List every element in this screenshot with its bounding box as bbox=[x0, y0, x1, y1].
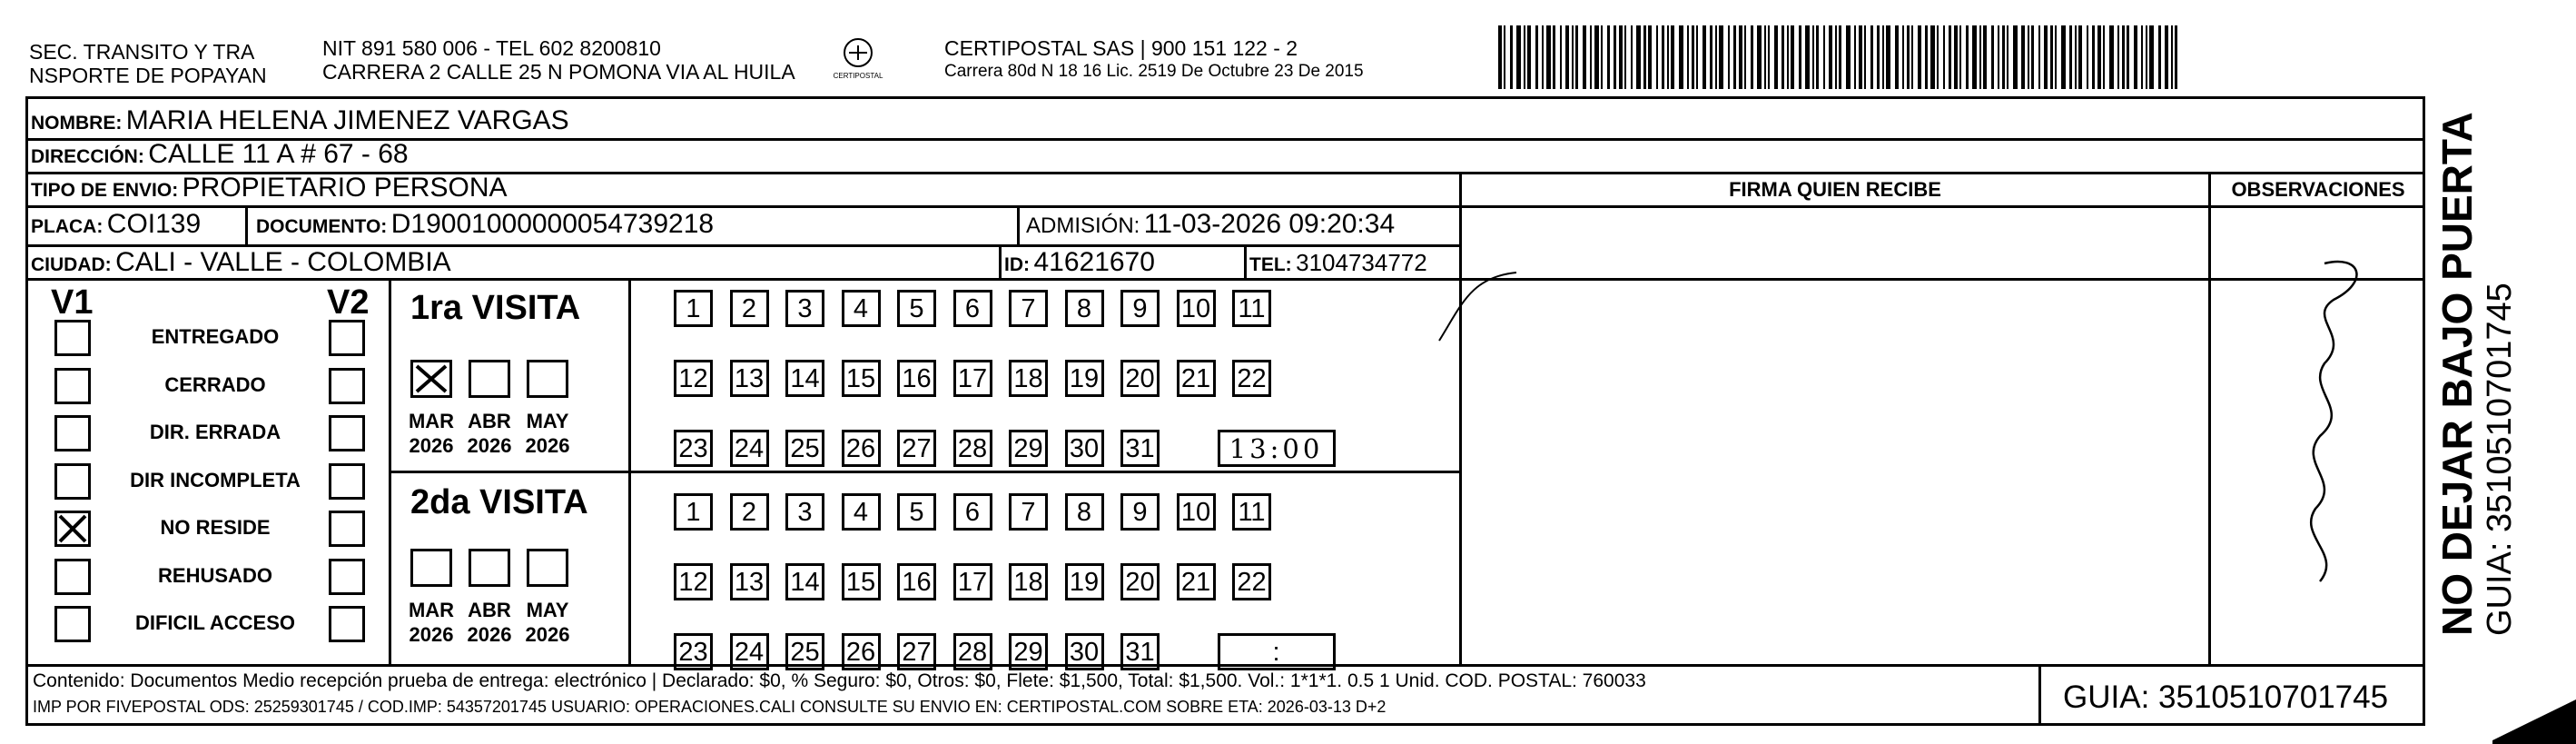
day-box[interactable]: 20 bbox=[1120, 563, 1160, 600]
v1-checkbox[interactable] bbox=[54, 415, 91, 451]
v2-checkbox[interactable] bbox=[329, 368, 365, 404]
day-box[interactable]: 2 bbox=[730, 290, 769, 327]
tipo-envio-field bbox=[31, 173, 508, 203]
nombre-field bbox=[31, 105, 569, 136]
ciudad-label: CIUDAD: bbox=[31, 254, 112, 275]
barcode-bar bbox=[1516, 25, 1521, 89]
day-box[interactable]: 1 bbox=[674, 493, 713, 531]
day-box[interactable]: 24 bbox=[730, 430, 769, 467]
barcode-bar bbox=[2031, 25, 2034, 89]
day-box[interactable]: 5 bbox=[897, 493, 936, 531]
barcode-bar bbox=[1527, 25, 1531, 89]
day-box[interactable]: 10 bbox=[1177, 290, 1216, 327]
day-box[interactable]: 18 bbox=[1009, 563, 1048, 600]
barcode-bar bbox=[1812, 25, 1814, 89]
day-box[interactable]: 11 bbox=[1232, 290, 1271, 327]
tipo-label: TIPO DE ENVIO: bbox=[31, 180, 179, 201]
barcode-bar bbox=[1979, 25, 1981, 89]
barcode-bar bbox=[1703, 25, 1706, 89]
barcode-bar bbox=[1560, 25, 1562, 89]
barcode-bar bbox=[1882, 25, 1884, 89]
barcode-bar bbox=[1710, 25, 1712, 89]
barcode-bar bbox=[1966, 25, 1969, 89]
barcode-bar bbox=[1607, 25, 1610, 89]
month-checkbox[interactable] bbox=[527, 360, 568, 398]
day-box[interactable]: 19 bbox=[1065, 360, 1104, 397]
day-box[interactable]: 17 bbox=[953, 563, 992, 600]
direccion-field bbox=[31, 139, 409, 170]
id-value: 41621670 bbox=[1033, 247, 1155, 277]
month-year: 2026 bbox=[525, 434, 570, 457]
day-box[interactable]: 10 bbox=[1177, 493, 1216, 531]
day-box[interactable]: 29 bbox=[1009, 430, 1048, 467]
barcode-bar bbox=[1895, 25, 1899, 89]
barcode-bar bbox=[1998, 25, 1999, 89]
day-box[interactable]: 31 bbox=[1120, 430, 1160, 467]
side-warning: NO DEJAR BAJO PUERTA bbox=[2433, 112, 2481, 636]
barcode-bar bbox=[2013, 25, 2018, 89]
barcode-bar bbox=[1696, 25, 1698, 89]
month-label bbox=[404, 598, 459, 647]
day-box[interactable]: 3 bbox=[785, 493, 824, 531]
barcode-bar bbox=[1799, 25, 1801, 89]
barcode-bar bbox=[1601, 25, 1603, 89]
barcode-bar bbox=[1656, 25, 1658, 89]
barcode-bar bbox=[1829, 25, 1832, 89]
time-box[interactable]: 13:00 bbox=[1218, 430, 1336, 467]
documento-value: D19001000000054739218 bbox=[390, 209, 715, 239]
admision-value: 11-03-2026 09:20:34 bbox=[1143, 209, 1396, 239]
day-box[interactable]: 17 bbox=[953, 360, 992, 397]
barcode-bar bbox=[1925, 25, 1928, 89]
day-box[interactable]: 14 bbox=[785, 563, 824, 600]
barcode-bar bbox=[2050, 25, 2053, 89]
barcode-bar bbox=[1791, 25, 1794, 89]
placa-field bbox=[31, 209, 201, 240]
barcode-bar bbox=[1636, 25, 1641, 89]
sender-line2: NSPORTE DE POPAYAN bbox=[29, 64, 267, 87]
month-name: MAR bbox=[408, 410, 455, 432]
month-checkbox[interactable] bbox=[527, 549, 568, 587]
barcode-bar bbox=[2175, 25, 2177, 89]
barcode-bar bbox=[1553, 25, 1555, 89]
barcode-bar bbox=[1739, 25, 1742, 89]
month-checkbox[interactable] bbox=[410, 360, 452, 398]
barcode-bar bbox=[1943, 25, 1945, 89]
day-box[interactable]: 8 bbox=[1065, 493, 1104, 531]
status-label: DIFICIL ACCESO bbox=[134, 611, 295, 634]
barcode-bar bbox=[2117, 25, 2119, 89]
v1-checkbox[interactable] bbox=[54, 320, 91, 356]
barcode-bar bbox=[1774, 25, 1778, 89]
barcode-bar bbox=[1959, 25, 1961, 89]
day-box[interactable]: 22 bbox=[1232, 563, 1271, 600]
barcode-bar bbox=[1687, 25, 1689, 89]
barcode-bar bbox=[1662, 25, 1664, 89]
id-field bbox=[1004, 247, 1155, 278]
courier-line2: Carrera 80d N 18 16 Lic. 2519 De Octubre 23 De 2015 bbox=[944, 62, 1364, 81]
day-box[interactable]: 6 bbox=[953, 290, 992, 327]
barcode-bar bbox=[1643, 25, 1646, 89]
status-label: NO RESIDE bbox=[160, 516, 271, 539]
day-box[interactable]: 28 bbox=[953, 430, 992, 467]
side-text bbox=[2433, 112, 2519, 636]
day-box[interactable]: 2 bbox=[730, 493, 769, 531]
side-guia: GUIA: 3510510701745 bbox=[2481, 283, 2519, 636]
barcode-bar bbox=[1991, 25, 1994, 89]
footer-guia: GUIA: 3510510701745 bbox=[2063, 680, 2389, 715]
barcode-bar bbox=[1614, 25, 1616, 89]
barcode-bar bbox=[1504, 25, 1505, 89]
barcode-bar bbox=[1972, 25, 1977, 89]
month-label bbox=[520, 409, 575, 458]
status-label: ENTREGADO bbox=[151, 325, 280, 348]
courier-info bbox=[944, 36, 1364, 84]
barcode-bar bbox=[2087, 25, 2088, 89]
v2-checkbox[interactable] bbox=[329, 559, 365, 595]
documento-field bbox=[256, 209, 714, 240]
day-box[interactable]: 25 bbox=[785, 633, 824, 670]
v1-checkbox[interactable] bbox=[54, 559, 91, 595]
day-box[interactable]: 13 bbox=[730, 360, 769, 397]
month-name: ABR bbox=[468, 599, 511, 621]
tel-field bbox=[1249, 249, 1427, 277]
admision-field bbox=[1026, 209, 1395, 240]
barcode-bar bbox=[2165, 25, 2168, 89]
svg-text:CERTIPOSTAL: CERTIPOSTAL bbox=[833, 72, 883, 80]
day-box[interactable]: 15 bbox=[842, 360, 881, 397]
barcode-bar bbox=[1886, 25, 1890, 89]
v1-checkbox[interactable] bbox=[54, 511, 91, 547]
v2-checkbox[interactable] bbox=[329, 320, 365, 356]
day-box[interactable]: 18 bbox=[1009, 360, 1048, 397]
barcode-bar bbox=[1751, 25, 1753, 89]
barcode-bar bbox=[2122, 25, 2125, 89]
v2-checkbox[interactable] bbox=[329, 463, 365, 500]
barcode-bar bbox=[1805, 25, 1810, 89]
ciudad-value: CALI - VALLE - COLOMBIA bbox=[115, 247, 451, 277]
day-box[interactable]: 28 bbox=[953, 633, 992, 670]
day-box[interactable]: 21 bbox=[1177, 563, 1216, 600]
day-box[interactable]: 27 bbox=[897, 633, 936, 670]
barcode-bar bbox=[1744, 25, 1746, 89]
month-name: MAY bbox=[526, 410, 569, 432]
placa-label: PLACA: bbox=[31, 216, 104, 237]
barcode-bar bbox=[1870, 25, 1873, 89]
courier-line1: CERTIPOSTAL SAS | 900 151 122 - 2 bbox=[944, 36, 1298, 60]
barcode-bar bbox=[2149, 25, 2154, 89]
barcode-bar bbox=[1733, 25, 1736, 89]
barcode-bar bbox=[1839, 25, 1841, 89]
barcode-bar bbox=[1768, 25, 1770, 89]
barcode-bar bbox=[1787, 25, 1789, 89]
month-label bbox=[462, 409, 517, 458]
observaciones-header: OBSERVACIONES bbox=[2231, 178, 2405, 201]
day-box[interactable]: 4 bbox=[842, 290, 881, 327]
nombre-value: MARIA HELENA JIMENEZ VARGAS bbox=[125, 105, 569, 135]
barcode-bar bbox=[1764, 25, 1766, 89]
day-box[interactable]: 21 bbox=[1177, 360, 1216, 397]
barcode-bar bbox=[1781, 25, 1784, 89]
barcode-bar bbox=[1619, 25, 1623, 89]
v2-checkbox[interactable] bbox=[329, 415, 365, 451]
status-label: DIR. ERRADA bbox=[149, 421, 281, 443]
day-box[interactable]: 19 bbox=[1065, 563, 1104, 600]
barcode-bar bbox=[2044, 25, 2048, 89]
month-name: MAY bbox=[526, 599, 569, 621]
day-box[interactable]: 9 bbox=[1120, 493, 1160, 531]
barcode-bar bbox=[1535, 25, 1538, 89]
documento-label: DOCUMENTO: bbox=[256, 216, 388, 237]
month-year: 2026 bbox=[467, 623, 512, 646]
corner-mark bbox=[2492, 690, 2576, 744]
barcode-bar bbox=[1498, 25, 1502, 89]
barcode-bar bbox=[1877, 25, 1880, 89]
barcode-bar bbox=[1937, 25, 1939, 89]
barcode-bar bbox=[1546, 25, 1551, 89]
barcode-bar bbox=[1692, 25, 1694, 89]
day-box[interactable]: 12 bbox=[674, 360, 713, 397]
barcode-bar bbox=[2146, 25, 2147, 89]
barcode-bar bbox=[2055, 25, 2057, 89]
placa-value: COI139 bbox=[106, 209, 202, 239]
barcode-bar bbox=[2134, 25, 2137, 89]
barcode-bar bbox=[2127, 25, 2129, 89]
month-label bbox=[404, 409, 459, 458]
barcode-bar bbox=[1715, 25, 1717, 89]
v2-checkbox[interactable] bbox=[329, 606, 365, 642]
day-box[interactable]: 3 bbox=[785, 290, 824, 327]
day-box[interactable]: 11 bbox=[1232, 493, 1271, 531]
footer-imp: IMP POR FIVEPOSTAL ODS: 25259301745 / COD.IMP: 54357201745 USUARIO: OPERACIONES.CALI CONSULTE SU ENVIO EN: CERTIPOSTAL.COM SOBRE ETA: 2026-03-13 D+2 bbox=[33, 698, 1387, 716]
day-box[interactable]: 30 bbox=[1065, 633, 1104, 670]
barcode-bar bbox=[2103, 25, 2105, 89]
day-box[interactable]: 9 bbox=[1120, 290, 1160, 327]
v1-header: V1 bbox=[51, 283, 94, 322]
day-box[interactable]: 1 bbox=[674, 290, 713, 327]
barcode-bar bbox=[1719, 25, 1723, 89]
barcode-bar bbox=[1565, 25, 1569, 89]
month-year: 2026 bbox=[525, 623, 570, 646]
day-box[interactable]: 14 bbox=[785, 360, 824, 397]
day-box[interactable]: 15 bbox=[842, 563, 881, 600]
barcode-bar bbox=[1510, 25, 1513, 89]
day-box[interactable]: 4 bbox=[842, 493, 881, 531]
direccion-label: DIRECCIÓN: bbox=[31, 146, 144, 167]
admision-label: ADMISIÓN: bbox=[1026, 213, 1140, 238]
day-box[interactable]: 31 bbox=[1120, 633, 1160, 670]
direccion-value: CALLE 11 A # 67 - 68 bbox=[148, 139, 409, 169]
barcode-bar bbox=[1823, 25, 1825, 89]
signature-stroke bbox=[1435, 268, 1525, 350]
barcode-bar bbox=[1679, 25, 1683, 89]
footer-content: Contenido: Documentos Medio recepción prueba de entrega: electrónico | Declarado: $0, % Seguro: $0, Otros: $0, Flete: $1,500, Total: $1,500. Vol.: 1*1*1. 0.5 1 Unid. COD. POSTAL: 760033 bbox=[33, 670, 1646, 691]
barcode-bar bbox=[2158, 25, 2161, 89]
barcode-bar bbox=[1671, 25, 1674, 89]
day-box[interactable]: 16 bbox=[897, 563, 936, 600]
barcode-bar bbox=[1575, 25, 1578, 89]
day-box[interactable]: 30 bbox=[1065, 430, 1104, 467]
second-visit-title: 2da VISITA bbox=[410, 483, 588, 521]
month-checkbox[interactable] bbox=[410, 549, 452, 587]
day-box[interactable]: 22 bbox=[1232, 360, 1271, 397]
nit-line1: NIT 891 580 006 - TEL 602 8200810 bbox=[322, 36, 661, 60]
sender-name bbox=[29, 40, 267, 87]
barcode-bar bbox=[1590, 25, 1592, 89]
nit-line2: CARRERA 2 CALLE 25 N POMONA VIA AL HUILA bbox=[322, 60, 795, 84]
month-label bbox=[520, 598, 575, 647]
barcode-bar bbox=[1983, 25, 1987, 89]
status-label: CERRADO bbox=[164, 372, 266, 396]
status-label: REHUSADO bbox=[158, 563, 272, 587]
day-box[interactable]: 7 bbox=[1009, 290, 1048, 327]
barcode-bar bbox=[2097, 25, 2101, 89]
day-box[interactable]: 6 bbox=[953, 493, 992, 531]
day-box[interactable]: 7 bbox=[1009, 493, 1048, 531]
barcode-bar bbox=[1835, 25, 1837, 89]
day-box[interactable]: 26 bbox=[842, 633, 881, 670]
sender-line1: SEC. TRANSITO Y TRA bbox=[29, 40, 255, 64]
barcode-bar bbox=[1583, 25, 1586, 89]
barcode-bar bbox=[1524, 25, 1525, 89]
barcode-bar bbox=[1624, 25, 1626, 89]
barcode-bar bbox=[1930, 25, 1935, 89]
barcode-bar bbox=[1902, 25, 1904, 89]
firma-header: FIRMA QUIEN RECIBE bbox=[1729, 178, 1941, 201]
nombre-label: NOMBRE: bbox=[31, 113, 123, 134]
barcode-bar bbox=[1757, 25, 1762, 89]
barcode-bar bbox=[1864, 25, 1866, 89]
day-box[interactable]: 5 bbox=[897, 290, 936, 327]
barcode-bar bbox=[1542, 25, 1544, 89]
month-label bbox=[462, 598, 517, 647]
observation-handwriting bbox=[2270, 245, 2388, 590]
barcode-bar bbox=[2109, 25, 2114, 89]
v1-checkbox[interactable] bbox=[54, 368, 91, 404]
day-box[interactable]: 29 bbox=[1009, 633, 1048, 670]
barcode bbox=[1498, 25, 2216, 89]
barcode-bar bbox=[1816, 25, 1819, 89]
month-year: 2026 bbox=[467, 434, 512, 457]
barcode-bar bbox=[2038, 25, 2040, 89]
day-box[interactable]: 24 bbox=[730, 633, 769, 670]
barcode-bar bbox=[1572, 25, 1574, 89]
v2-header: V2 bbox=[327, 283, 370, 322]
first-visit-title: 1ra VISITA bbox=[410, 289, 581, 327]
barcode-bar bbox=[2171, 25, 2173, 89]
barcode-bar bbox=[1949, 25, 1951, 89]
barcode-bar bbox=[1907, 25, 1910, 89]
tel-value: 3104734772 bbox=[1296, 249, 1427, 276]
month-year: 2026 bbox=[409, 434, 454, 457]
barcode-bar bbox=[1846, 25, 1851, 89]
barcode-bar bbox=[1854, 25, 1856, 89]
day-box[interactable]: 25 bbox=[785, 430, 824, 467]
tel-label: TEL: bbox=[1249, 254, 1292, 275]
barcode-bar bbox=[2007, 25, 2008, 89]
day-box[interactable]: 23 bbox=[674, 633, 713, 670]
day-box[interactable]: 12 bbox=[674, 563, 713, 600]
day-box[interactable]: 27 bbox=[897, 430, 936, 467]
barcode-bar bbox=[1667, 25, 1669, 89]
month-checkbox[interactable] bbox=[469, 549, 510, 587]
barcode-bar bbox=[1954, 25, 1958, 89]
barcode-bar bbox=[2028, 25, 2029, 89]
barcode-bar bbox=[1918, 25, 1921, 89]
tipo-value: PROPIETARIO PERSONA bbox=[182, 173, 508, 203]
certipostal-logo bbox=[831, 36, 885, 82]
barcode-bar bbox=[1648, 25, 1652, 89]
day-box[interactable]: 20 bbox=[1120, 360, 1160, 397]
month-year: 2026 bbox=[409, 623, 454, 646]
barcode-bar bbox=[1859, 25, 1862, 89]
month-name: ABR bbox=[468, 410, 511, 432]
barcode-bar bbox=[2075, 25, 2077, 89]
day-box[interactable]: 16 bbox=[897, 360, 936, 397]
v1-checkbox[interactable] bbox=[54, 463, 91, 500]
v1-checkbox[interactable] bbox=[54, 606, 91, 642]
barcode-bar bbox=[2069, 25, 2072, 89]
barcode-bar bbox=[2061, 25, 2066, 89]
barcode-bar bbox=[2021, 25, 2025, 89]
day-box[interactable]: 13 bbox=[730, 563, 769, 600]
day-box[interactable]: 23 bbox=[674, 430, 713, 467]
month-checkbox[interactable] bbox=[469, 360, 510, 398]
day-box[interactable]: 26 bbox=[842, 430, 881, 467]
barcode-bar bbox=[2092, 25, 2095, 89]
ciudad-field bbox=[31, 247, 451, 278]
barcode-bar bbox=[1594, 25, 1599, 89]
month-name: MAR bbox=[408, 599, 455, 621]
barcode-bar bbox=[1631, 25, 1633, 89]
time-box[interactable]: : bbox=[1218, 633, 1336, 670]
sender-nit bbox=[322, 36, 795, 84]
barcode-bar bbox=[2141, 25, 2143, 89]
status-label: DIR INCOMPLETA bbox=[130, 468, 301, 491]
v2-checkbox[interactable] bbox=[329, 511, 365, 547]
barcode-bar bbox=[1911, 25, 1913, 89]
day-box[interactable]: 8 bbox=[1065, 290, 1104, 327]
barcode-bar bbox=[2002, 25, 2005, 89]
barcode-bar bbox=[1728, 25, 1730, 89]
id-label: ID: bbox=[1004, 254, 1030, 275]
barcode-bar bbox=[2078, 25, 2082, 89]
